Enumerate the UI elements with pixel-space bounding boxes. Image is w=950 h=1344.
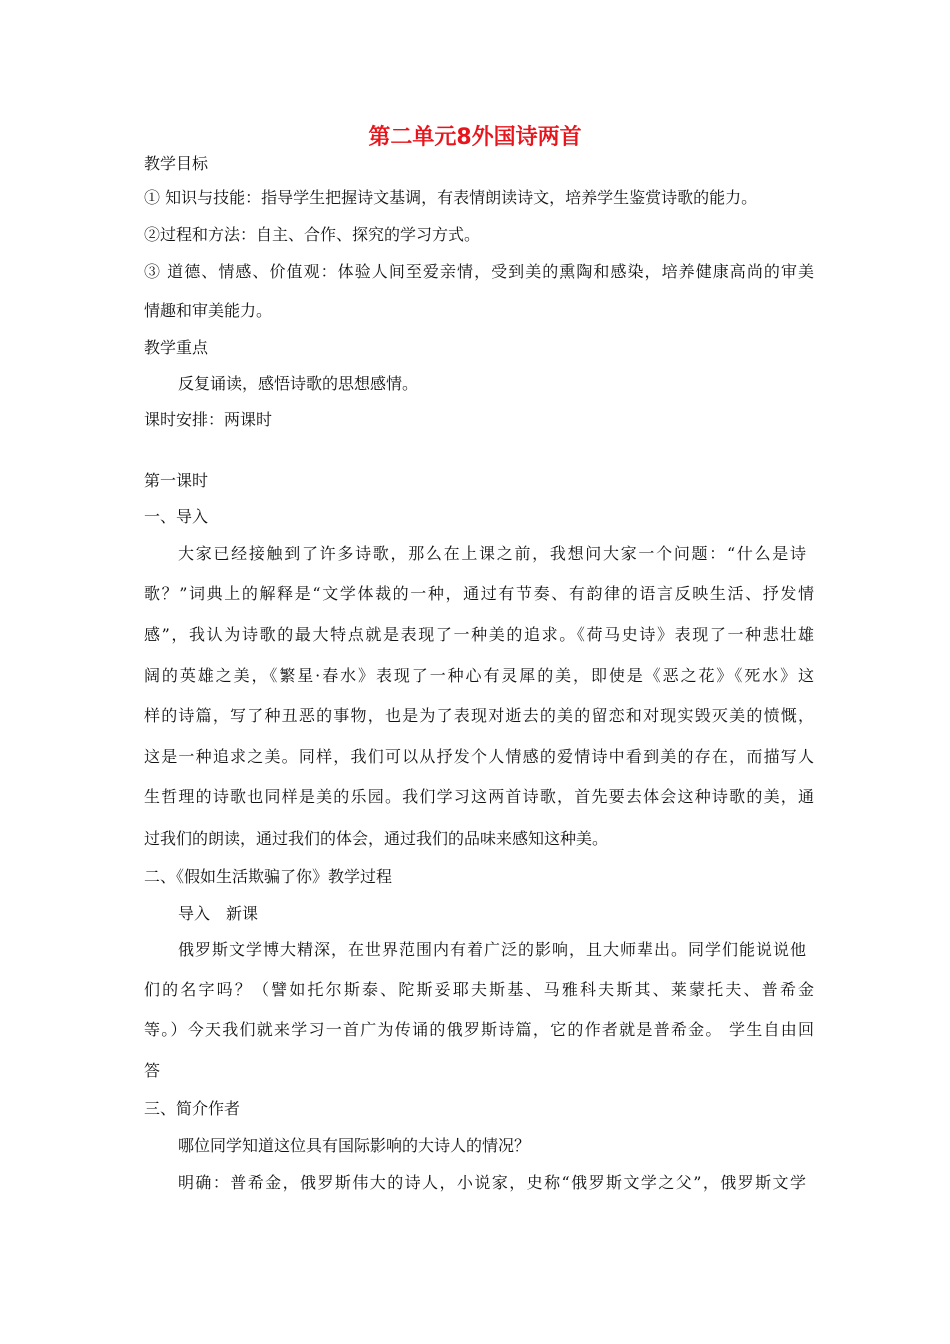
author-answer: 明确：普希金，俄罗斯伟大的诗人，小说家，史称“俄罗斯文学之父”，俄罗斯文学 [178,1173,806,1192]
key-points-text: 反复诵读，感悟诗歌的思想感情。 [178,374,419,393]
section-process-heading: 二、《假如生活欺骗了你》教学过程 [144,867,393,886]
russian-literature-paragraph-line: 等。）今天我们就来学习一首广为传诵的俄罗斯诗篇，它的作者就是普希金。 学生自由回 [144,1020,814,1039]
intro-paragraph-line: 这是一种追求之美。同样，我们可以从抒发个人情感的爱情诗中看到美的存在，而描写人 [144,747,814,766]
intro-paragraph-line: 阔的英雄之美，《繁星·春水》表现了一种心有灵犀的美，即使是《恶之花》《死水》这 [144,666,814,685]
section-intro-heading: 一、导入 [144,507,209,526]
russian-literature-paragraph-line: 俄罗斯文学博大精深，在世界范围内有着广泛的影响，且大师辈出。同学们能说说他 [178,940,806,959]
heading-first-lesson: 第一课时 [144,471,209,490]
objective-knowledge-skills: ① 知识与技能：指导学生把握诗文基调，有表情朗读诗文，培养学生鉴赏诗歌的能力。 [144,188,758,207]
intro-paragraph-line: 过我们的朗读，通过我们的体会，通过我们的品味来感知这种美。 [144,829,609,848]
section-author-heading: 三、简介作者 [144,1099,241,1118]
russian-literature-paragraph-line: 们的名字吗？（譬如托尔斯泰、陀斯妥耶夫斯基、马雅科夫斯其、莱蒙托夫、普希金 [144,980,814,999]
heading-key-points: 教学重点 [144,338,209,357]
heading-teaching-objectives: 教学目标 [144,154,209,173]
intro-paragraph-line: 生哲理的诗歌也同样是美的乐园。我们学习这两首诗歌，首先要去体会这种诗歌的美，通 [144,787,814,806]
intro-paragraph-line: 感”，我认为诗歌的最大特点就是表现了一种美的追求。《荷马史诗》表现了一种悲壮雄 [144,625,814,644]
objective-values: ③ 道德、情感、价值观：体验人间至爱亲情，受到美的熏陶和感染，培养健康高尚的审美 [144,262,814,281]
objective-values-cont: 情趣和审美能力。 [144,301,273,320]
intro-paragraph-line: 样的诗篇，写了种丑恶的事物，也是为了表现对逝去的美的留恋和对现实毁灭美的愤慨， [144,706,814,725]
author-question: 哪位同学知道这位具有国际影响的大诗人的情况？ [178,1136,531,1155]
intro-paragraph-line: 大家已经接触到了许多诗歌，那么在上课之前，我想问大家一个问题：“什么是诗 [178,544,806,563]
document-title: 第二单元8外国诗两首 [368,125,582,150]
russian-literature-paragraph-line: 答 [144,1061,161,1080]
schedule-text: 课时安排：两课时 [144,410,273,429]
objective-process-methods: ②过程和方法：自主、合作、探究的学习方式。 [144,225,481,244]
intro-paragraph-line: 歌？”词典上的解释是“文学体裁的一种，通过有节奏、有韵律的语言反映生活、抒发情 [144,584,814,603]
new-lesson-intro: 导入 新课 [178,904,259,923]
